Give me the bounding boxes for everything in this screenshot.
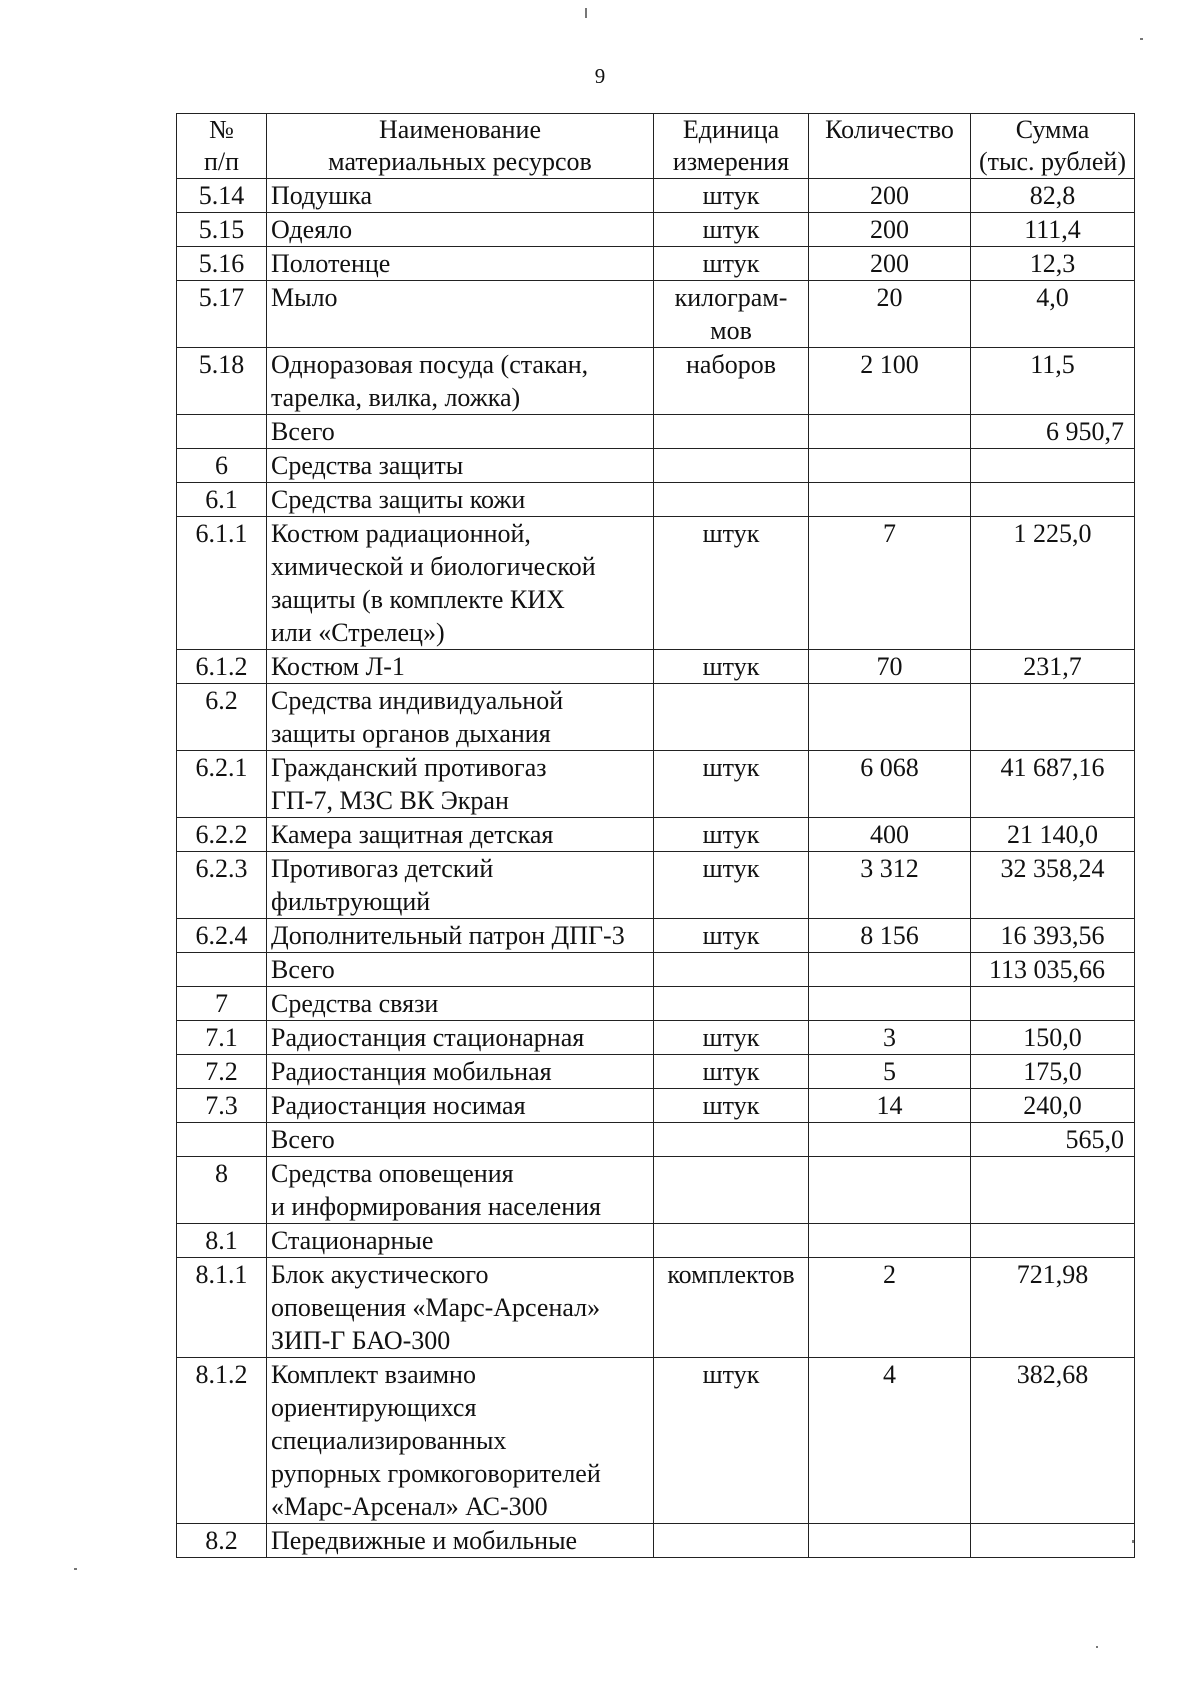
cell-quantity: 7 [809, 517, 971, 650]
scan-speck [1132, 1540, 1134, 1543]
table-row [177, 852, 1135, 919]
cell-quantity: 5 [809, 1055, 971, 1089]
cell-unit [654, 1524, 809, 1558]
cell-unit [654, 247, 809, 281]
cell-line: Дополнительный патрон ДПГ-3 [271, 921, 625, 950]
header-sum [971, 114, 1135, 179]
cell-name [267, 919, 654, 953]
cell-unit [654, 213, 809, 247]
resources-table [176, 113, 1135, 1558]
cell-unit [654, 1258, 809, 1358]
cell-unit [654, 517, 809, 650]
cell-number [177, 953, 267, 987]
cell-line: Мыло [271, 283, 338, 312]
cell-quantity: 8 156 [809, 919, 971, 953]
cell-line: специализированных [271, 1426, 507, 1455]
cell-name [267, 1224, 654, 1258]
header-unit [654, 114, 809, 179]
cell-number: 6.1.1 [177, 517, 267, 650]
table-row [177, 247, 1135, 281]
cell-number: 5.18 [177, 348, 267, 415]
cell-line: штук [702, 1023, 760, 1052]
cell-name [267, 1157, 654, 1224]
cell-number: 5.14 [177, 179, 267, 213]
cell-line: Радиостанция носимая [271, 1091, 526, 1120]
cell-line: штук [702, 1360, 760, 1389]
table-row [177, 415, 1135, 449]
cell-unit [654, 1224, 809, 1258]
scan-speck [74, 1568, 77, 1570]
cell-unit [654, 751, 809, 818]
cell-quantity [809, 953, 971, 987]
cell-line: Средства защиты кожи [271, 485, 526, 514]
cell-line: Комплект взаимно [271, 1360, 476, 1389]
cell-line: комплектов [667, 1260, 795, 1289]
table-row [177, 751, 1135, 818]
cell-sum: 12,3 [971, 247, 1135, 281]
page-number: 9 [594, 64, 606, 88]
cell-sum: 4,0 [971, 281, 1135, 348]
cell-line: рупорных громкоговорителей [271, 1459, 601, 1488]
cell-sum: 231,7 [971, 650, 1135, 684]
table-row [177, 1524, 1135, 1558]
cell-quantity [809, 1224, 971, 1258]
cell-name [267, 751, 654, 818]
cell-name [267, 281, 654, 348]
cell-line: ГП-7, МЗС ВК Экран [271, 786, 509, 815]
header-line: Наименование [379, 115, 541, 144]
cell-unit [654, 449, 809, 483]
cell-line: и информирования населения [271, 1192, 601, 1221]
cell-line: Противогаз детский [271, 854, 494, 883]
cell-line: Радиостанция мобильная [271, 1057, 552, 1086]
cell-line: килограм- [674, 283, 788, 312]
cell-sum: 111,4 [971, 213, 1135, 247]
cell-line: Средства связи [271, 989, 439, 1018]
cell-line: Подушка [271, 181, 373, 210]
cell-number: 6.2.1 [177, 751, 267, 818]
cell-unit [654, 1089, 809, 1123]
cell-line: Передвижные и мобильные [271, 1526, 578, 1555]
cell-name [267, 987, 654, 1021]
cell-name [267, 517, 654, 650]
cell-number: 6.1.2 [177, 650, 267, 684]
cell-line: Блок акустического [271, 1260, 489, 1289]
cell-sum [971, 449, 1135, 483]
cell-sum [971, 684, 1135, 751]
cell-unit [654, 1123, 809, 1157]
cell-sum: 21 140,0 [971, 818, 1135, 852]
cell-sum: 41 687,16 [971, 751, 1135, 818]
cell-line: штук [702, 753, 760, 782]
cell-line: Радиостанция стационарная [271, 1023, 585, 1052]
cell-name [267, 852, 654, 919]
cell-sum [971, 1524, 1135, 1558]
cell-line: Средства защиты [271, 451, 464, 480]
cell-sum: 240,0 [971, 1089, 1135, 1123]
header-line: Сумма [1015, 115, 1090, 144]
cell-line: фильтрующий [271, 887, 431, 916]
cell-line: защиты (в комплекте КИХ [271, 585, 565, 614]
cell-line: штук [702, 820, 760, 849]
cell-unit [654, 1358, 809, 1524]
cell-unit [654, 179, 809, 213]
cell-unit [654, 483, 809, 517]
table-header-row [177, 114, 1135, 179]
cell-name [267, 1021, 654, 1055]
cell-number: 6.2.3 [177, 852, 267, 919]
cell-name [267, 1358, 654, 1524]
table-row [177, 483, 1135, 517]
table-row [177, 1123, 1135, 1157]
cell-line: штук [702, 181, 760, 210]
cell-line: штук [702, 215, 760, 244]
cell-quantity [809, 684, 971, 751]
cell-number: 7.2 [177, 1055, 267, 1089]
cell-quantity [809, 483, 971, 517]
table-row [177, 1089, 1135, 1123]
scan-speck [1140, 38, 1143, 40]
cell-name [267, 213, 654, 247]
cell-number [177, 1123, 267, 1157]
header-line: Единица [682, 115, 780, 144]
table-row [177, 1258, 1135, 1358]
cell-line: Одноразовая посуда (стакан, [271, 350, 589, 379]
cell-line: «Марс-Арсенал» АС-300 [271, 1492, 548, 1521]
table-row [177, 1157, 1135, 1224]
cell-unit [654, 953, 809, 987]
cell-name [267, 179, 654, 213]
header-line: п/п [203, 147, 240, 176]
cell-unit [654, 684, 809, 751]
cell-sum: 11,5 [971, 348, 1135, 415]
cell-quantity: 200 [809, 247, 971, 281]
cell-line: Стационарные [271, 1226, 434, 1255]
cell-name [267, 415, 654, 449]
cell-name [267, 684, 654, 751]
cell-number: 8 [177, 1157, 267, 1224]
table-row [177, 1021, 1135, 1055]
cell-line: или «Стрелец») [271, 618, 445, 647]
cell-number: 6.2.2 [177, 818, 267, 852]
cell-sum: 382,68 [971, 1358, 1135, 1524]
cell-line: Костюм радиационной, [271, 519, 531, 548]
cell-line: тарелка, вилка, ложка) [271, 383, 521, 412]
cell-number: 8.1.2 [177, 1358, 267, 1524]
table-row [177, 953, 1135, 987]
cell-unit [654, 818, 809, 852]
table-row [177, 650, 1135, 684]
cell-name [267, 483, 654, 517]
cell-number: 6 [177, 449, 267, 483]
cell-line: Костюм Л-1 [271, 652, 405, 681]
cell-name [267, 1123, 654, 1157]
cell-sum: 82,8 [971, 179, 1135, 213]
cell-sum: 113 035,66 [971, 953, 1135, 987]
cell-line: штук [702, 1091, 760, 1120]
cell-line: наборов [686, 350, 776, 379]
cell-unit [654, 348, 809, 415]
table-row [177, 987, 1135, 1021]
cell-name [267, 348, 654, 415]
cell-number: 5.17 [177, 281, 267, 348]
cell-sum [971, 987, 1135, 1021]
cell-line: Средства индивидуальной [271, 686, 564, 715]
scan-speck [1096, 1646, 1098, 1648]
cell-unit [654, 281, 809, 348]
header-line: измерения [672, 147, 790, 176]
cell-number: 7.1 [177, 1021, 267, 1055]
cell-line: Всего [271, 417, 335, 446]
cell-unit [654, 852, 809, 919]
cell-line: Одеяло [271, 215, 353, 244]
cell-name [267, 953, 654, 987]
cell-line: мов [710, 316, 752, 345]
cell-number: 8.2 [177, 1524, 267, 1558]
cell-quantity: 400 [809, 818, 971, 852]
cell-quantity: 2 100 [809, 348, 971, 415]
cell-quantity: 4 [809, 1358, 971, 1524]
cell-line: Всего [271, 955, 335, 984]
cell-number: 8.1 [177, 1224, 267, 1258]
cell-sum: 175,0 [971, 1055, 1135, 1089]
cell-number: 6.1 [177, 483, 267, 517]
cell-quantity [809, 987, 971, 1021]
header-number [177, 114, 267, 179]
table-row [177, 1055, 1135, 1089]
table-row [177, 179, 1135, 213]
cell-line: штук [702, 1057, 760, 1086]
header-name [267, 114, 654, 179]
cell-quantity: 6 068 [809, 751, 971, 818]
cell-sum [971, 483, 1135, 517]
cell-quantity [809, 1524, 971, 1558]
cell-line: оповещения «Марс-Арсенал» [271, 1293, 601, 1322]
cell-quantity: 70 [809, 650, 971, 684]
table-row [177, 213, 1135, 247]
cell-number [177, 415, 267, 449]
header-line: материальных ресурсов [328, 147, 592, 176]
cell-sum: 721,98 [971, 1258, 1135, 1358]
cell-quantity: 3 [809, 1021, 971, 1055]
cell-number: 6.2.4 [177, 919, 267, 953]
cell-quantity [809, 1157, 971, 1224]
cell-name [267, 818, 654, 852]
cell-number: 7.3 [177, 1089, 267, 1123]
table-row [177, 517, 1135, 650]
scan-speck [585, 8, 587, 18]
cell-quantity: 20 [809, 281, 971, 348]
cell-quantity: 2 [809, 1258, 971, 1358]
cell-name [267, 1055, 654, 1089]
cell-name [267, 1524, 654, 1558]
cell-quantity [809, 449, 971, 483]
cell-line: штук [702, 652, 760, 681]
cell-sum: 32 358,24 [971, 852, 1135, 919]
cell-number: 8.1.1 [177, 1258, 267, 1358]
cell-number: 5.15 [177, 213, 267, 247]
cell-sum: 150,0 [971, 1021, 1135, 1055]
table-row [177, 919, 1135, 953]
cell-line: штук [702, 921, 760, 950]
cell-name [267, 650, 654, 684]
header-line: Количество [825, 115, 954, 144]
cell-sum [971, 1157, 1135, 1224]
cell-unit [654, 1055, 809, 1089]
cell-number: 6.2 [177, 684, 267, 751]
cell-quantity: 200 [809, 179, 971, 213]
cell-line: Средства оповещения [271, 1159, 514, 1188]
cell-line: Полотенце [271, 249, 391, 278]
cell-name [267, 1258, 654, 1358]
cell-name [267, 1089, 654, 1123]
cell-unit [654, 919, 809, 953]
cell-unit [654, 1157, 809, 1224]
cell-unit [654, 650, 809, 684]
cell-quantity [809, 415, 971, 449]
header-line: (тыс. рублей) [978, 147, 1126, 176]
table-row [177, 818, 1135, 852]
cell-unit [654, 415, 809, 449]
cell-sum: 1 225,0 [971, 517, 1135, 650]
cell-unit [654, 987, 809, 1021]
table-row [177, 1358, 1135, 1524]
cell-line: штук [702, 249, 760, 278]
table-row [177, 1224, 1135, 1258]
cell-sum: 6 950,7 [971, 415, 1135, 449]
cell-name [267, 449, 654, 483]
cell-line: защиты органов дыхания [271, 719, 551, 748]
cell-quantity: 200 [809, 213, 971, 247]
cell-quantity: 14 [809, 1089, 971, 1123]
table-body [177, 179, 1135, 1558]
header-line: № [209, 115, 234, 144]
table-row [177, 449, 1135, 483]
table-row [177, 281, 1135, 348]
cell-sum [971, 1224, 1135, 1258]
cell-unit [654, 1021, 809, 1055]
cell-sum: 16 393,56 [971, 919, 1135, 953]
cell-name [267, 247, 654, 281]
table-row [177, 684, 1135, 751]
cell-line: штук [702, 854, 760, 883]
cell-number: 7 [177, 987, 267, 1021]
header-quantity [809, 114, 971, 179]
cell-sum: 565,0 [971, 1123, 1135, 1157]
cell-line: Гражданский противогаз [271, 753, 547, 782]
table-row [177, 348, 1135, 415]
cell-line: Камера защитная детская [271, 820, 554, 849]
cell-quantity: 3 312 [809, 852, 971, 919]
cell-line: химической и биологической [271, 552, 596, 581]
cell-line: ЗИП-Г БАО-300 [271, 1326, 451, 1355]
cell-number: 5.16 [177, 247, 267, 281]
cell-line: ориентирующихся [271, 1393, 477, 1422]
cell-quantity [809, 1123, 971, 1157]
cell-line: Всего [271, 1125, 335, 1154]
cell-line: штук [702, 519, 760, 548]
